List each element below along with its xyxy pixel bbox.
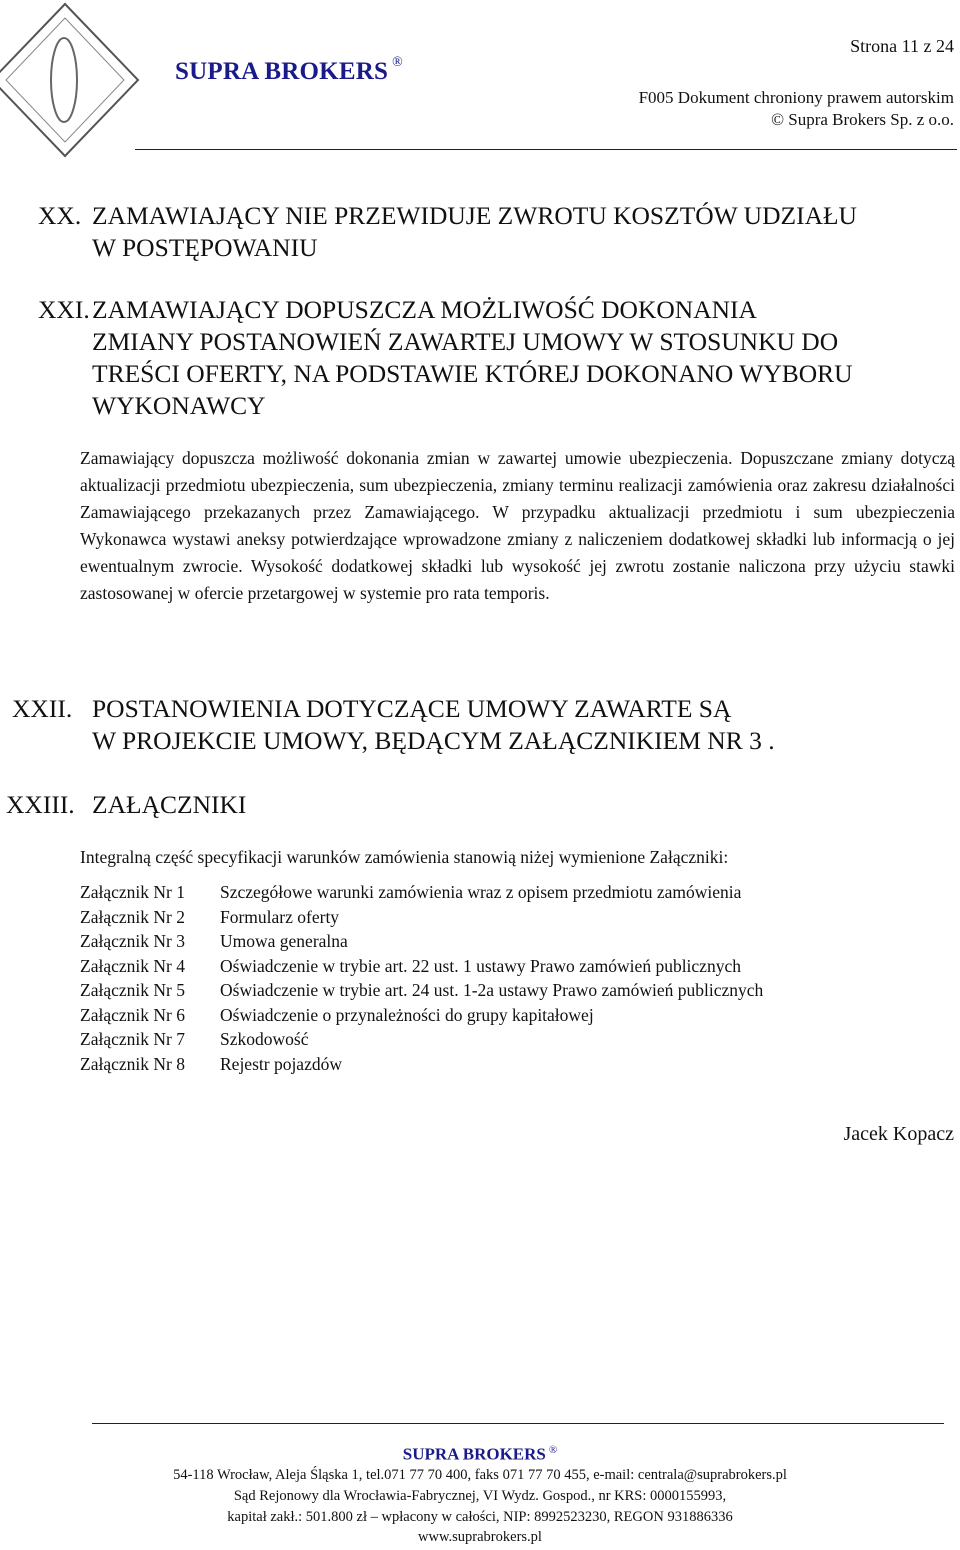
footer-website-link[interactable]: www.suprabrokers.pl: [418, 1529, 542, 1545]
section-xxi-body: Zamawiający dopuszcza możliwość dokonania zmian w zawartej umowie ubezpieczenia. Dopuszczane zmiany dotyczą aktualizacji przedmiotu ubezpieczenia, sum ubezpieczenia, zmiany terminu realizacji zamówienia oraz zakresu działalności Zamawiającego przekazanych przez Zamawiającego. W przypadku aktualizacji przedmiotu i sum ubezpieczenia Wykonawca wystawi aneksy potwierdzające wprowadzone zmiany z naliczeniem dodatkowej składki lub informacją o jej ewentualnym zwrocie. Wysokość dodatkowej składki lub wysokość jej zwrotu zostanie naliczona przy użyciu stawki zastosowanej w ofercie przetargowej w systemie pro rata temporis.: [80, 448, 955, 603]
attachment-label: Załącznik Nr 3: [80, 931, 185, 951]
section-title-line: ZAMAWIAJĄCY NIE PRZEWIDUJE ZWROTU KOSZTÓW UDZIAŁU: [92, 201, 857, 230]
registered-mark: ®: [548, 1444, 558, 1456]
section-number: XXII.: [12, 694, 73, 723]
attachment-label: Załącznik Nr 7: [80, 1029, 185, 1049]
attachments-list: [80, 880, 763, 1076]
attachment-label: Załącznik Nr 2: [80, 906, 185, 927]
list-item: [80, 929, 763, 954]
list-item: [80, 1052, 763, 1077]
attachment-title: Szczegółowe warunki zamówienia wraz z opisem przedmiotu zamówienia: [220, 882, 742, 902]
section-xx-heading: [0, 200, 960, 270]
attachment-label: Załącznik Nr 4: [80, 955, 185, 976]
attachment-label: Załącznik Nr 8: [80, 1053, 185, 1074]
section-xxi-heading: [0, 294, 960, 424]
attachment-title: Oświadczenie w trybie art. 22 ust. 1 ustawy Prawo zamówień publicznych: [220, 955, 741, 976]
supra-brokers-logo-icon: [0, 0, 150, 170]
section-title-line: TREŚCI OFERTY, NA PODSTAWIE KTÓREJ DOKONANO WYBORU: [92, 359, 853, 388]
section-title-line: ZMIANY POSTANOWIEŃ ZAWARTEJ UMOWY W STOSUNKU DO: [92, 327, 839, 356]
section-number: XXI.: [38, 295, 90, 324]
section-title-line: W POSTĘPOWANIU: [92, 233, 318, 262]
attachment-title: Oświadczenie o przynależności do grupy kapitałowej: [220, 1004, 594, 1025]
section-title-line: POSTANOWIENIA DOTYCZĄCE UMOWY ZAWARTE SĄ: [92, 694, 732, 723]
attachment-label: Załącznik Nr 5: [80, 980, 185, 1000]
attachment-label: Załącznik Nr 1: [80, 882, 185, 902]
list-item: [80, 954, 763, 979]
attachment-label: Załącznik Nr 6: [80, 1004, 185, 1025]
section-number: XXIII.: [6, 790, 75, 819]
copyright-owner: © Supra Brokers Sp. z o.o.: [771, 110, 954, 129]
footer-brand: SUPRA BROKERS ®: [402, 1444, 558, 1464]
section-title-line: W PROJEKCIE UMOWY, BĘDĄCYM ZAŁĄCZNIKIEM NR 3 .: [92, 726, 775, 755]
copyright-notice: F005 Dokument chroniony prawem autorskim: [638, 88, 954, 107]
registered-mark: ®: [392, 54, 403, 70]
footer-address: 54-118 Wrocław, Aleja Śląska 1, tel.071 77 70 400, faks 071 77 70 455, e-mail: centrala@suprabrokers.pl: [173, 1467, 787, 1483]
list-item: [80, 1003, 763, 1028]
list-item: [80, 905, 763, 930]
section-xxiii-heading: [0, 789, 960, 825]
list-item: [80, 978, 763, 1003]
section-title-line: WYKONAWCY: [92, 391, 266, 420]
section-xxii-heading: [0, 693, 960, 763]
page-number: Strona 11 z 24: [850, 36, 954, 56]
list-item: [80, 880, 763, 905]
section-number: XX.: [38, 201, 82, 230]
attachment-title: Szkodowość: [220, 1029, 309, 1049]
attachment-title: Umowa generalna: [220, 931, 348, 951]
header-divider: [135, 149, 957, 150]
list-item: [80, 1027, 763, 1052]
attachment-title: Rejestr pojazdów: [220, 1053, 342, 1074]
footer-divider: [92, 1423, 944, 1424]
attachments-intro: Integralną część specyfikacji warunków zamówienia stanowią niżej wymienione Załączniki:: [80, 847, 729, 867]
section-title-line: ZAMAWIAJĄCY DOPUSZCZA MOŻLIWOŚĆ DOKONANIA: [92, 295, 757, 324]
header-brand: SUPRA BROKERS ®: [175, 54, 403, 85]
section-title-line: ZAŁĄCZNIKI: [92, 790, 247, 819]
footer-court-info: Sąd Rejonowy dla Wrocławia-Fabrycznej, VI Wydz. Gospod., nr KRS: 0000155993,: [233, 1488, 727, 1504]
attachment-title: Formularz oferty: [220, 906, 340, 927]
attachment-title: Oświadczenie w trybie art. 24 ust. 1-2a ustawy Prawo zamówień publicznych: [220, 980, 764, 1000]
signature: Jacek Kopacz: [843, 1123, 954, 1145]
footer-company-info: kapitał zakł.: 501.800 zł – wpłacony w całości, NIP: 8992523230, REGON 931886336: [227, 1509, 733, 1525]
